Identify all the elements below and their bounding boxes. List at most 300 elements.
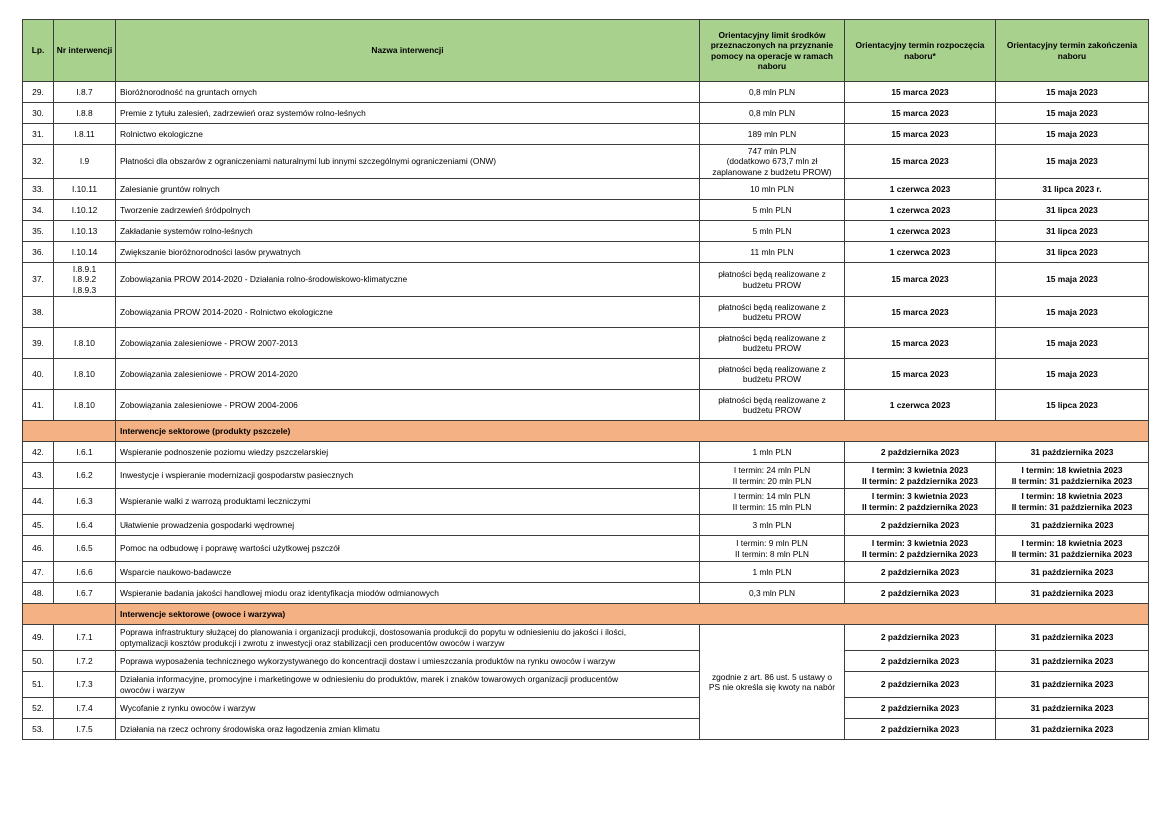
section-empty-cell [23, 421, 116, 442]
start-date [845, 200, 996, 221]
intervention-number [54, 124, 116, 145]
table-row [23, 672, 1149, 698]
end-date-line: II termin: 31 października 2023 [1011, 548, 1133, 559]
start-date [845, 124, 996, 145]
funding-limit [700, 515, 845, 536]
funding-limit-line: 1 mln PLN [752, 566, 792, 577]
start-date-line: II termin: 2 października 2023 [862, 501, 978, 512]
intervention-number [54, 719, 116, 740]
end-date [996, 297, 1149, 328]
intervention-number [54, 672, 116, 698]
funding-limit-line: budżetu PROW [742, 405, 802, 415]
row-number: 37. [23, 263, 54, 297]
intervention-number-line: I.7.1 [76, 632, 93, 643]
table-row [23, 242, 1149, 263]
intervention-number [54, 328, 116, 359]
row-number: 34. [23, 200, 54, 221]
start-date-line: II termin: 2 października 2023 [862, 475, 978, 486]
end-date [996, 672, 1149, 698]
start-date [845, 390, 996, 421]
end-date-line: 31 października 2023 [1030, 632, 1114, 643]
intervention-number-line: I.10.14 [71, 246, 98, 257]
funding-limit-line: 5 mln PLN [752, 204, 792, 215]
intervention-number-line: I.10.12 [71, 204, 98, 215]
intervention-number-line: I.6.5 [76, 543, 93, 554]
intervention-number-line: I.8.8 [76, 107, 93, 118]
intervention-number [54, 625, 116, 651]
intervention-number-line: I.6.6 [76, 566, 93, 577]
funding-limit-line: budżetu PROW [742, 279, 802, 290]
table-row [23, 221, 1149, 242]
start-date [845, 82, 996, 103]
end-date [996, 103, 1149, 124]
funding-limit-line: budżetu PROW [742, 312, 802, 322]
funding-limit [700, 179, 845, 200]
intervention-name-line: Wspieranie podnoszenie poziomu wiedzy pszczelarskiej [120, 446, 329, 457]
table-row [23, 359, 1149, 390]
intervention-name [116, 515, 700, 536]
start-date [845, 583, 996, 604]
start-date-line: 2 października 2023 [880, 723, 960, 734]
funding-limit [700, 242, 845, 263]
row-number: 46. [23, 536, 54, 562]
intervention-name-line: Zakładanie systemów rolno-leśnych [120, 225, 253, 236]
intervention-number-line: I.6.3 [76, 496, 93, 507]
intervention-name [116, 463, 700, 489]
table-row [23, 625, 1149, 651]
funding-limit-line: 747 mln PLN [747, 145, 797, 156]
end-date [996, 124, 1149, 145]
intervention-number-line: I.10.11 [72, 183, 97, 194]
header-limit: Orientacyjny limit środków przeznaczonych na przyznanie pomocy na operacje w ramach naboru [700, 20, 845, 82]
start-date-line: 2 października 2023 [880, 566, 960, 577]
row-number: 50. [23, 651, 54, 672]
funding-limit [700, 562, 845, 583]
intervention-name-line: Zobowiązania zalesieniowe - PROW 2004-2006 [120, 399, 298, 410]
start-date [845, 242, 996, 263]
end-date [996, 145, 1149, 179]
end-date-line: II termin: 31 października 2023 [1011, 501, 1133, 512]
start-date-line: 2 października 2023 [880, 519, 960, 530]
start-date-line: 15 marca 2023 [891, 368, 949, 379]
section-row [23, 421, 1149, 442]
intervention-name [116, 562, 700, 583]
intervention-name-line: Zobowiązania zalesieniowe - PROW 2014-2020 [120, 368, 298, 379]
start-date-line: 1 czerwca 2023 [889, 225, 951, 236]
row-number: 43. [23, 463, 54, 489]
end-date [996, 442, 1149, 463]
funding-limit [700, 82, 845, 103]
intervention-name-line: Poprawa infrastruktury służącej do planowania i organizacji produkcji, dostosowania produkcji do popytu w odniesieniu do jakości i ilości, [120, 627, 627, 637]
funding-limit-line: 0,3 mln PLN [748, 587, 796, 598]
intervention-number [54, 536, 116, 562]
intervention-name [116, 651, 700, 672]
start-date-line: 2 października 2023 [880, 702, 960, 713]
end-date [996, 359, 1149, 390]
funding-limit [700, 124, 845, 145]
intervention-name [116, 536, 700, 562]
start-date-line: 15 marca 2023 [891, 128, 949, 139]
start-date [845, 263, 996, 297]
row-number: 41. [23, 390, 54, 421]
end-date [996, 536, 1149, 562]
intervention-name [116, 719, 700, 740]
intervention-number-line: I.8.10 [74, 399, 95, 410]
intervention-number-line: I.7.5 [76, 723, 93, 734]
start-date-line: 1 czerwca 2023 [889, 399, 951, 410]
funding-limit-line: II termin: 20 mln PLN [732, 475, 812, 486]
intervention-name [116, 390, 700, 421]
intervention-number [54, 200, 116, 221]
intervention-name-line: Inwestycje i wspieranie modernizacji gospodarstw pasiecznych [120, 470, 354, 481]
table-row [23, 124, 1149, 145]
intervention-name-line: optymalizacji kosztów produkcji i zwrotu z inwestycji oraz stabilizacji cen producentów owoców i warzyw [120, 637, 505, 648]
intervention-number [54, 583, 116, 604]
row-number: 39. [23, 328, 54, 359]
intervention-number-line: I.6.2 [76, 470, 93, 481]
end-date-line: 31 lipca 2023 r. [1042, 183, 1102, 194]
intervention-number-line: I.6.7 [76, 587, 93, 598]
header-nr: Nr interwencji [54, 20, 116, 82]
intervention-name [116, 82, 700, 103]
header-lp: Lp. [23, 20, 54, 82]
start-date [845, 719, 996, 740]
start-date [845, 489, 996, 515]
funding-limit-line: II termin: 8 mln PLN [734, 548, 809, 559]
table-row [23, 263, 1149, 297]
intervention-number [54, 442, 116, 463]
row-number: 52. [23, 698, 54, 719]
funding-limit-line: 1 mln PLN [752, 446, 792, 457]
end-date [996, 719, 1149, 740]
start-date-line: 15 marca 2023 [891, 107, 949, 118]
table-row [23, 463, 1149, 489]
intervention-number [54, 103, 116, 124]
intervention-name-line: Bioróżnorodność na gruntach ornych [120, 86, 257, 97]
section-empty-cell [23, 604, 116, 625]
intervention-name [116, 698, 700, 719]
funding-limit-line: płatności będą realizowane z [718, 332, 826, 343]
funding-limit-line: 5 mln PLN [752, 225, 792, 236]
row-number: 30. [23, 103, 54, 124]
end-date [996, 179, 1149, 200]
intervention-name [116, 489, 700, 515]
section-row [23, 604, 1149, 625]
funding-limit-line: (dodatkowo 673,7 mln zł [726, 156, 818, 167]
end-date-line: 15 lipca 2023 [1046, 399, 1098, 410]
intervention-number-line: I.8.11 [74, 128, 95, 139]
intervention-number [54, 698, 116, 719]
table-row [23, 297, 1149, 328]
funding-limit-line: płatności będą realizowane z [718, 394, 826, 405]
table-row [23, 515, 1149, 536]
intervention-name-line: Zobowiązania PROW 2014-2020 - Działania rolno-środowiskowo-klimatyczne [120, 274, 408, 285]
end-date [996, 242, 1149, 263]
intervention-name [116, 124, 700, 145]
funding-limit-line: budżetu PROW [742, 374, 802, 384]
row-number: 33. [23, 179, 54, 200]
end-date-line: I termin: 18 kwietnia 2023 [1021, 465, 1123, 475]
funding-limit-line: 0,8 mln PLN [748, 107, 796, 118]
end-date [996, 463, 1149, 489]
table-row [23, 489, 1149, 515]
start-date [845, 672, 996, 698]
intervention-name [116, 625, 700, 651]
intervention-name-line: Działania informacyjne, promocyjne i marketingowe w odniesieniu do produktów, marek i znaków towarowych organizacji producentów [120, 674, 619, 684]
end-date-line: 15 maja 2023 [1046, 86, 1098, 97]
intervention-number-line: I.8.10 [74, 337, 95, 348]
intervention-name-line: Pomoc na odbudowę i poprawę wartości użytkowej pszczół [120, 543, 340, 554]
funding-limit [700, 328, 845, 359]
start-date-line: 1 czerwca 2023 [889, 183, 951, 194]
funding-limit-line: 189 mln PLN [747, 128, 797, 139]
intervention-number [54, 242, 116, 263]
end-date-line: 31 lipca 2023 [1046, 246, 1098, 257]
intervention-number-line: I.6.1 [76, 446, 93, 457]
intervention-name-line: Wspieranie walki z warrozą produktami leczniczymi [120, 496, 311, 507]
intervention-name-line: Zwiększanie bioróżnorodności lasów prywatnych [120, 246, 301, 257]
intervention-number [54, 297, 116, 328]
intervention-name [116, 442, 700, 463]
start-date [845, 328, 996, 359]
intervention-number-line: I.8.10 [74, 368, 95, 379]
intervention-number-line: I.7.2 [76, 655, 93, 666]
end-date [996, 651, 1149, 672]
start-date [845, 515, 996, 536]
start-date-line: 2 października 2023 [880, 587, 960, 598]
intervention-number-line: I.10.13 [71, 225, 98, 236]
table-row [23, 82, 1149, 103]
row-number: 48. [23, 583, 54, 604]
table-row [23, 698, 1149, 719]
start-date [845, 536, 996, 562]
funding-limit-line: płatności będą realizowane z [718, 269, 826, 279]
intervention-number-line: I.8.9.3 [72, 284, 97, 295]
funding-limit-line: I termin: 9 mln PLN [736, 538, 808, 548]
end-date-line: 15 maja 2023 [1046, 368, 1098, 379]
start-date-line: 2 października 2023 [880, 632, 960, 643]
intervention-number [54, 359, 116, 390]
table-row [23, 200, 1149, 221]
row-number: 38. [23, 297, 54, 328]
intervention-number-line: I.8.9.2 [72, 274, 97, 285]
intervention-number [54, 463, 116, 489]
row-number: 47. [23, 562, 54, 583]
start-date [845, 698, 996, 719]
end-date-line: 31 października 2023 [1030, 566, 1114, 577]
start-date-line: I termin: 3 kwietnia 2023 [871, 491, 969, 501]
funding-limit [700, 390, 845, 421]
funding-limit-line: zaplanowane z budżetu PROW) [712, 166, 832, 177]
funding-limit-line: płatności będą realizowane z [718, 301, 826, 312]
funding-limit [700, 200, 845, 221]
intervention-name [116, 221, 700, 242]
end-date-line: 31 października 2023 [1030, 723, 1114, 734]
table-row [23, 103, 1149, 124]
intervention-name-line: Wycofanie z rynku owoców i warzyw [120, 702, 256, 713]
funding-limit-line: I termin: 14 mln PLN [733, 491, 811, 501]
section-title: Interwencje sektorowe (produkty pszczele) [116, 421, 1149, 442]
header-nazwa: Nazwa interwencji [116, 20, 700, 82]
end-date [996, 82, 1149, 103]
end-date-line: 31 października 2023 [1030, 446, 1114, 457]
start-date [845, 625, 996, 651]
row-number: 53. [23, 719, 54, 740]
start-date-line: 15 marca 2023 [891, 156, 949, 167]
start-date [845, 651, 996, 672]
header-row [23, 20, 1149, 82]
funding-limit [700, 221, 845, 242]
start-date-line: I termin: 3 kwietnia 2023 [871, 538, 969, 548]
intervention-number [54, 562, 116, 583]
row-number: 40. [23, 359, 54, 390]
intervention-number [54, 651, 116, 672]
intervention-name [116, 263, 700, 297]
start-date [845, 145, 996, 179]
intervention-name-line: Wspieranie badania jakości handlowej miodu oraz identyfikacja miodów odmianowych [120, 587, 439, 598]
end-date [996, 583, 1149, 604]
intervention-name [116, 583, 700, 604]
funding-limit-line: 11 mln PLN [750, 246, 794, 257]
end-date-line: 31 października 2023 [1030, 519, 1114, 530]
header-start: Orientacyjny termin rozpoczęcia naboru* [845, 20, 996, 82]
intervention-number-line: I.9 [79, 156, 90, 167]
intervention-number [54, 489, 116, 515]
intervention-name [116, 359, 700, 390]
end-date-line: 15 maja 2023 [1046, 306, 1098, 317]
intervention-name [116, 145, 700, 179]
start-date [845, 297, 996, 328]
intervention-number-line: I.6.4 [76, 519, 93, 530]
funding-limit-line: II termin: 15 mln PLN [732, 501, 812, 512]
row-number: 31. [23, 124, 54, 145]
end-date-line: 31 października 2023 [1030, 587, 1114, 598]
start-date-line: 15 marca 2023 [891, 86, 949, 97]
intervention-number [54, 515, 116, 536]
start-date [845, 442, 996, 463]
header-end: Orientacyjny termin zakończenia naboru [996, 20, 1149, 82]
end-date [996, 328, 1149, 359]
end-date [996, 698, 1149, 719]
funding-limit-line: płatności będą realizowane z [718, 363, 826, 374]
intervention-number [54, 145, 116, 179]
table-body [23, 82, 1149, 740]
table-row [23, 562, 1149, 583]
intervention-name-line: Działania na rzecz ochrony środowiska oraz łagodzenia zmian klimatu [120, 723, 380, 734]
funding-limit-line: 0,8 mln PLN [748, 86, 796, 97]
start-date-line: 2 października 2023 [880, 679, 960, 690]
start-date [845, 562, 996, 583]
end-date [996, 489, 1149, 515]
end-date [996, 562, 1149, 583]
table-row [23, 583, 1149, 604]
funding-limit [700, 442, 845, 463]
intervention-name-line: Płatności dla obszarów z ograniczeniami naturalnymi lub innymi szczególnymi ograniczeniami (ONW) [120, 156, 497, 167]
funding-limit-line: budżetu PROW [742, 343, 802, 353]
table-row [23, 179, 1149, 200]
intervention-number-line: I.8.7 [76, 86, 93, 97]
funding-limit-merged-line: zgodnie z art. 86 ust. 5 ustawy o [711, 671, 833, 682]
intervention-number [54, 179, 116, 200]
end-date [996, 221, 1149, 242]
start-date-line: 1 czerwca 2023 [889, 246, 951, 257]
end-date-line: II termin: 31 października 2023 [1011, 475, 1133, 486]
end-date-line: 15 maja 2023 [1046, 128, 1098, 139]
start-date-line: 15 marca 2023 [891, 306, 949, 317]
funding-limit [700, 103, 845, 124]
end-date-line: I termin: 18 kwietnia 2023 [1021, 491, 1123, 501]
intervention-number-line: I.7.4 [76, 702, 93, 713]
row-number: 51. [23, 672, 54, 698]
row-number: 29. [23, 82, 54, 103]
funding-limit [700, 463, 845, 489]
funding-limit [700, 359, 845, 390]
end-date-line: 31 października 2023 [1030, 702, 1114, 713]
section-title: Interwencje sektorowe (owoce i warzywa) [116, 604, 1149, 625]
start-date-line: II termin: 2 października 2023 [862, 548, 978, 559]
intervention-name [116, 179, 700, 200]
end-date [996, 263, 1149, 297]
row-number: 42. [23, 442, 54, 463]
start-date-line: I termin: 3 kwietnia 2023 [871, 465, 969, 475]
start-date-line: 2 października 2023 [880, 655, 960, 666]
intervention-name-line: Rolnictwo ekologiczne [120, 128, 203, 139]
table-row [23, 328, 1149, 359]
table-row [23, 442, 1149, 463]
intervention-name [116, 328, 700, 359]
start-date [845, 179, 996, 200]
intervention-name [116, 200, 700, 221]
start-date [845, 463, 996, 489]
table-row [23, 719, 1149, 740]
row-number: 45. [23, 515, 54, 536]
funding-limit-line: 10 mln PLN [750, 183, 794, 194]
funding-limit [700, 297, 845, 328]
end-date-line: 31 października 2023 [1030, 679, 1114, 690]
intervention-name [116, 103, 700, 124]
end-date-line: 31 lipca 2023 [1046, 225, 1098, 236]
end-date-line: 15 maja 2023 [1046, 156, 1098, 167]
intervention-name [116, 297, 700, 328]
intervention-name-line: Poprawa wyposażenia technicznego wykorzystywanego do koncentracji dostaw i umieszczania produktów na rynku owoców i warzyw [120, 655, 616, 666]
end-date [996, 625, 1149, 651]
end-date-line: 15 maja 2023 [1046, 274, 1098, 285]
intervention-name-line: Premie z tytułu zalesień, zadrzewień oraz systemów rolno-leśnych [120, 107, 366, 118]
funding-limit [700, 145, 845, 179]
intervention-name-line: Zalesianie gruntów rolnych [120, 183, 220, 194]
intervention-number [54, 263, 116, 297]
row-number: 44. [23, 489, 54, 515]
funding-limit-merged-line: PS nie określa się kwoty na nabór [708, 682, 836, 692]
funding-limit [700, 583, 845, 604]
funding-limit-line: I termin: 24 mln PLN [733, 465, 811, 475]
start-date-line: 15 marca 2023 [891, 337, 949, 348]
row-number: 36. [23, 242, 54, 263]
intervention-name [116, 242, 700, 263]
end-date-line: 31 lipca 2023 [1046, 204, 1098, 215]
intervention-name-line: Zobowiązania PROW 2014-2020 - Rolnictwo ekologiczne [120, 306, 333, 317]
intervention-name-line: Zobowiązania zalesieniowe - PROW 2007-2013 [120, 337, 298, 348]
start-date [845, 359, 996, 390]
start-date-line: 1 czerwca 2023 [889, 204, 951, 215]
intervention-name-line: owoców i warzyw [120, 684, 185, 695]
start-date [845, 221, 996, 242]
row-number: 35. [23, 221, 54, 242]
intervention-name [116, 672, 700, 698]
end-date [996, 390, 1149, 421]
intervention-number [54, 82, 116, 103]
intervention-number-line: I.8.9.1 [72, 263, 97, 274]
